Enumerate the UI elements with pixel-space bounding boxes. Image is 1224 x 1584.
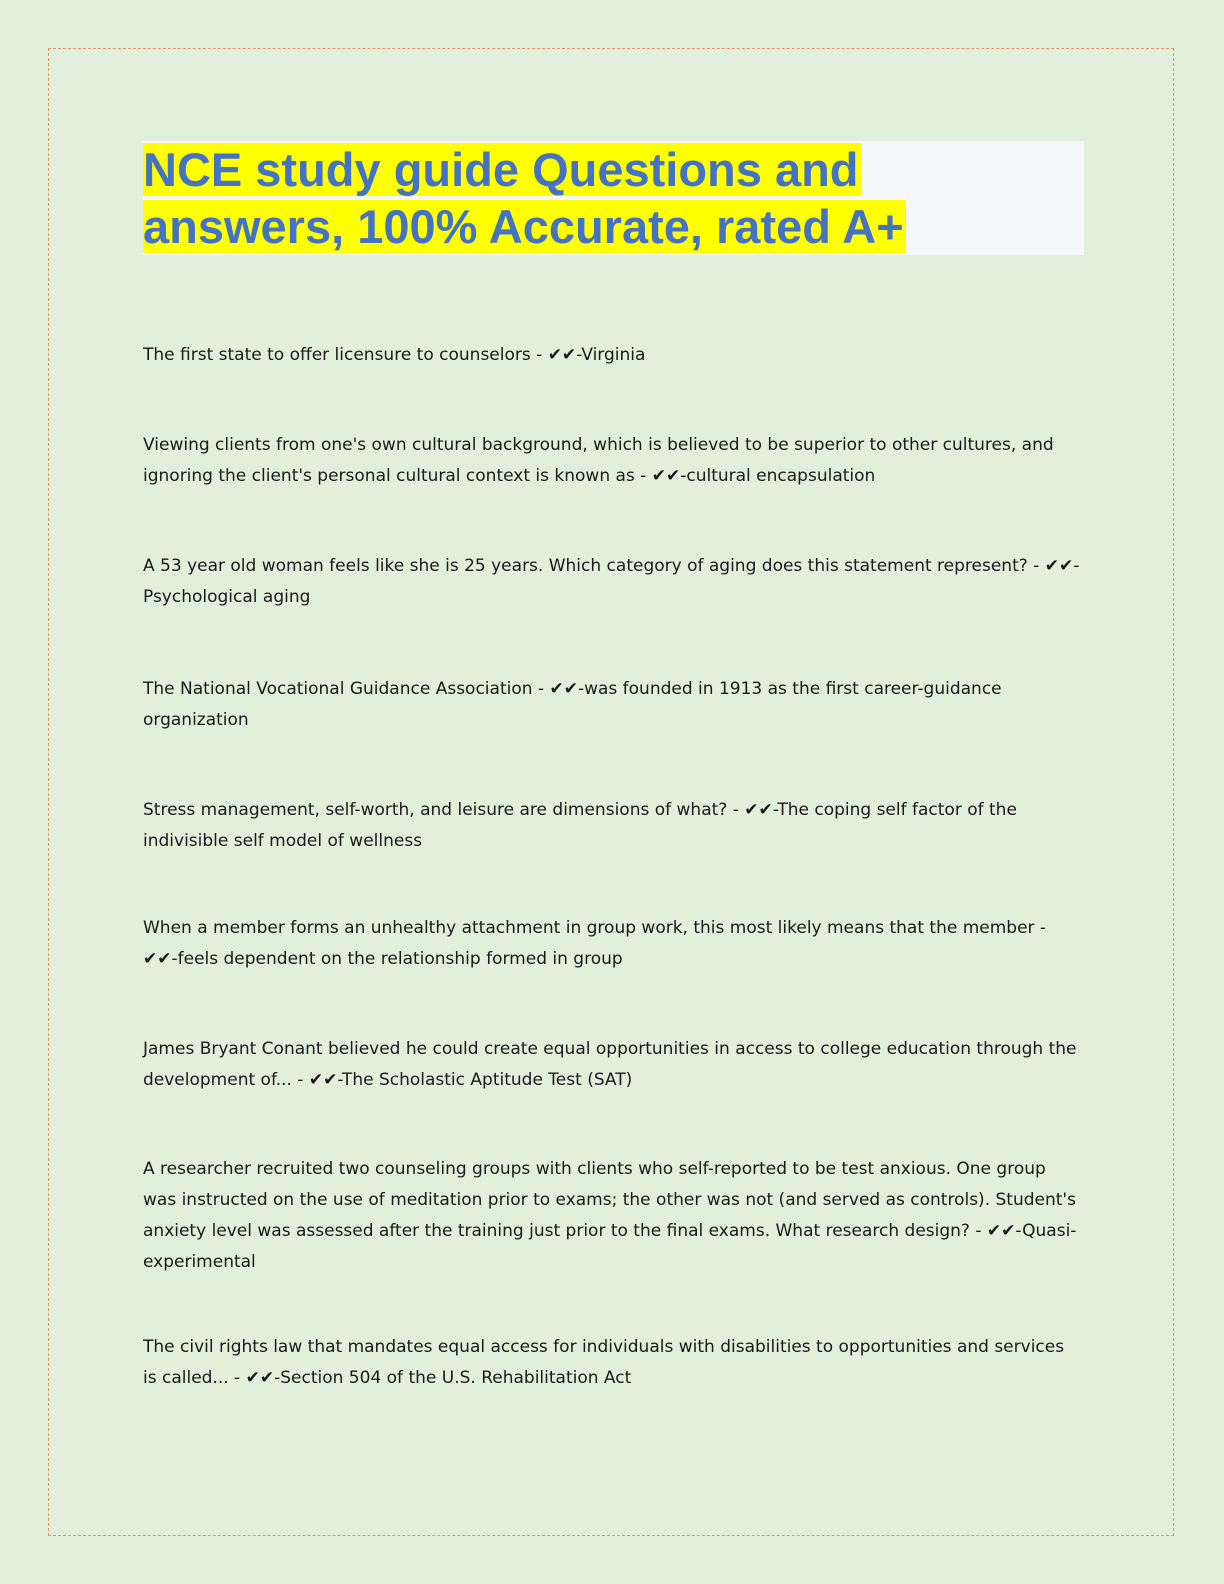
check-icon: ✔✔ (549, 679, 578, 699)
qa-answer: -Psychological aging (143, 556, 1080, 607)
qa-answer: -feels dependent on the relationship formed in group (171, 949, 623, 969)
qa-question: The National Vocational Guidance Association - (143, 679, 550, 699)
title-block (143, 141, 1084, 255)
qa-question: James Bryant Conant believed he could create equal opportunities in access to college education through the development of... - (143, 1039, 1077, 1090)
qa-answer: -Section 504 of the U.S. Rehabilitation Act (274, 1368, 632, 1388)
qa-answer: -Quasi-experimental (143, 1221, 1077, 1272)
check-icon: ✔✔ (1044, 556, 1074, 576)
title-line-1: NCE study guide Questions and (143, 143, 859, 196)
qa-question: Stress management, self-worth, and leisure are dimensions of what? - (143, 800, 745, 820)
check-icon: ✔✔ (744, 800, 773, 820)
qa-item (143, 551, 1083, 613)
qa-item (143, 340, 1083, 371)
check-icon: ✔✔ (986, 1221, 1016, 1241)
qa-question: The first state to offer licensure to counselors - (143, 345, 548, 365)
qa-answer: -The Scholastic Aptitude Test (SAT) (337, 1070, 633, 1090)
qa-item (143, 430, 1083, 492)
qa-item (143, 913, 1083, 975)
qa-question: Viewing clients from one's own cultural background, which is believed to be superior to other cultures, and ignoring the client's personal cultural context is known as - (143, 435, 1054, 486)
qa-item (143, 674, 1083, 736)
page-border (48, 48, 1174, 1536)
qa-answer: -cultural encapsulation (680, 466, 876, 486)
qa-answer: -was founded in 1913 as the first career-guidance organization (143, 679, 1002, 730)
title-line-2: answers, 100% Accurate, rated A+ (143, 200, 904, 253)
document-title (143, 141, 1084, 255)
check-icon: ✔✔ (143, 949, 172, 969)
check-icon: ✔✔ (547, 345, 577, 365)
qa-item (143, 1332, 1083, 1394)
qa-question: When a member forms an unhealthy attachment in group work, this most likely means that the member - (143, 918, 1047, 938)
qa-question: A researcher recruited two counseling groups with clients who self-reported to be test anxious. One group was instructed on the use of meditation prior to exams; the other was not (and served as controls). Student's anxiety level was assessed after the training just prior to the final exams. What research design? - (143, 1159, 1076, 1241)
qa-item (143, 1034, 1083, 1096)
check-icon: ✔✔ (651, 466, 681, 486)
qa-question: A 53 year old woman feels like she is 25 years. Which category of aging does this statement represent? - (143, 556, 1045, 576)
qa-item (143, 795, 1083, 857)
qa-answer: -Virginia (576, 345, 646, 365)
check-icon: ✔✔ (308, 1070, 338, 1090)
qa-answer: -The coping self factor of the indivisible self model of wellness (143, 800, 1017, 851)
check-icon: ✔✔ (245, 1368, 275, 1388)
qa-question: The civil rights law that mandates equal access for individuals with disabilities to opportunities and services is called... - (143, 1337, 1065, 1388)
qa-item (143, 1154, 1083, 1278)
